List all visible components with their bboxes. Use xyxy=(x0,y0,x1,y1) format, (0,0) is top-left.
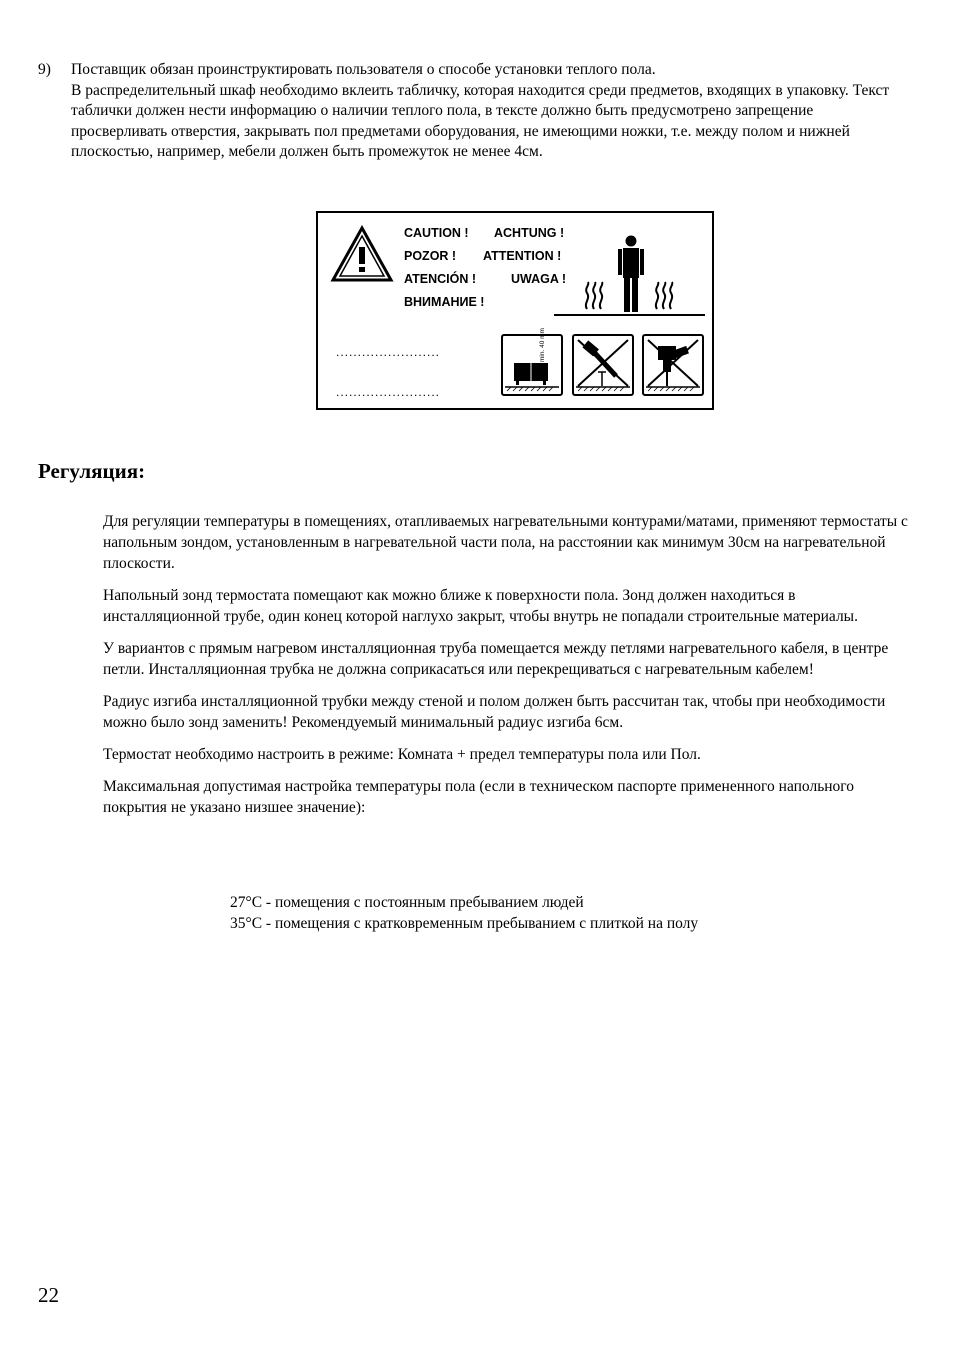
paragraph: У вариантов с прямым нагревом инсталляционная труба помещается между петлями нагревательного кабеля, в центре петли. Инсталляционная трубка не должна соприкасаться или перекрещиваться с нагревательным кабелем! xyxy=(103,640,889,678)
heat-waves-icon xyxy=(582,281,608,311)
list-item-number: 9) xyxy=(38,61,51,78)
warning-sign xyxy=(316,211,714,410)
blank-line: ........................ xyxy=(336,345,441,359)
page-number: 22 xyxy=(38,1283,59,1307)
list-item-line: Поставщик обязан проинструктировать пользователя о способе установки теплого пола. xyxy=(71,61,656,78)
paragraph: Максимальная допустимая настройка температуры пола (если в техническом паспорте примененного напольного покрытия не указано низшее значение): xyxy=(103,778,855,816)
temperature-item: 35°C - помещения с кратковременным пребыванием с плиткой на полу xyxy=(230,915,699,932)
floor-line xyxy=(554,314,705,316)
cabinet-icon xyxy=(503,336,561,394)
no-drilling-icon xyxy=(642,334,704,396)
no-nailing-icon xyxy=(572,334,634,396)
furniture-min-gap-icon xyxy=(501,328,563,396)
warning-word: ATENCIÓN ! xyxy=(404,272,476,286)
warning-word: ВНИМАНИЕ ! xyxy=(404,295,485,309)
paragraph: Для регуляции температуры в помещениях, отапливаемых нагревательными контурами/матами, применяют термостаты с напольным зондом, установленным в нагревательной части пола, на расстоянии как минимум 30см на нагревательной плоскости. xyxy=(103,513,908,572)
standing-person-icon xyxy=(616,235,646,313)
warning-word: ATTENTION ! xyxy=(483,249,562,263)
paragraph: Напольный зонд термостата помещают как можно ближе к поверхности пола. Зонд должен находиться в инсталляционной трубе, один конец которой наглухо закрыт, чтобы внутрь не попадали строительные материалы. xyxy=(103,587,858,625)
list-item-text xyxy=(71,60,911,163)
warning-word: POZOR ! xyxy=(404,249,457,263)
heat-waves-icon xyxy=(652,281,678,311)
warning-word: ACHTUNG ! xyxy=(494,226,565,240)
min-gap-label: min. 40 mm xyxy=(539,328,546,362)
warning-word: UWAGA ! xyxy=(511,272,567,286)
list-item-line: В распределительный шкаф необходимо вклеить табличку, которая находится среди предметов, входящих в упаковку. Текст таблички должен нести информацию о наличии теплого пола, в тексте должно быть предусмотрено запрещение просверливать отверстия, закрывать пол предметами оборудования, не имеющими ножки, т.е. между полом и нижней плоскостью, например, мебели должен быть промежуток не менее 4см. xyxy=(71,81,890,160)
paragraph: Термостат необходимо настроить в режиме: Комната + предел температуры пола или Пол. xyxy=(103,746,701,763)
paragraph: Радиус изгиба инсталляционной трубки между стеной и полом должен быть рассчитан так, чтобы при необходимости можно было зонд заменить! Рекомендуемый минимальный радиус изгиба 6см. xyxy=(103,693,886,731)
warning-word: CAUTION ! xyxy=(404,226,469,240)
temperature-list xyxy=(230,892,930,934)
warning-triangle-icon xyxy=(330,225,394,283)
section-title: Регуляция: xyxy=(38,459,146,483)
temperature-item: 27°C - помещения с постоянным пребыванием людей xyxy=(230,894,584,911)
blank-line: ........................ xyxy=(336,385,441,399)
section-body xyxy=(103,511,915,829)
